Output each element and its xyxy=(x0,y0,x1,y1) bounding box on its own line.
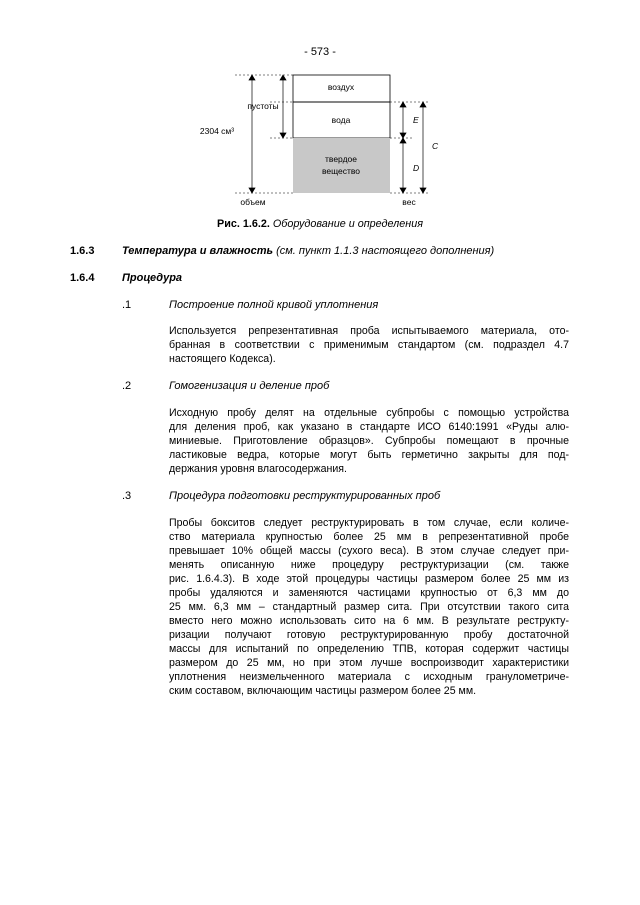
c-label: C xyxy=(432,141,439,151)
item-1-number: .1 xyxy=(122,299,132,311)
paragraph-line: ство материала крупностью более 25 мм в репрезентативной пробе xyxy=(169,531,569,543)
solid-label-line2: вещество xyxy=(321,166,361,176)
section-163-note: (см. пункт 1.1.3 настоящего дополнения) xyxy=(276,245,495,257)
item-3-number: .3 xyxy=(122,490,132,502)
d-label: D xyxy=(413,163,420,173)
caption-text: Оборудование и определения xyxy=(272,218,423,230)
e-label: E xyxy=(413,115,419,125)
total-volume-label: 2304 см³ xyxy=(199,126,235,136)
section-164-number: 1.6.4 xyxy=(70,272,95,284)
caption-number: Рис. 1.6.2. xyxy=(217,218,270,230)
item-3-paragraph xyxy=(169,516,569,698)
item-3-title: Процедура подготовки реструктурированных проб xyxy=(169,490,441,502)
paragraph-line: превышает 10% общей массы (сухого веса). В этом случае следует при- xyxy=(169,545,569,557)
paragraph-line: миниевые. Приготовление образцов». Субпробы помещают в прочные xyxy=(169,435,569,447)
item-2-paragraph xyxy=(169,406,569,476)
paragraph-line: размером до 25 мм, но при этом лучше воспроизводит характеристики xyxy=(169,657,569,669)
section-163-number: 1.6.3 xyxy=(70,245,95,257)
voids-label: пустоты xyxy=(247,101,279,111)
paragraph-line: менять описанную ниже процедуру реструктуризации (см. также xyxy=(169,559,569,571)
water-label: вода xyxy=(331,115,351,125)
paragraph-line: ским составом, включающим частицы размером более 25 мм. xyxy=(169,685,477,697)
weight-label: вес xyxy=(402,197,416,207)
page-number: - 573 - xyxy=(304,46,336,58)
paragraph-line: держания уровня влагосодержания. xyxy=(169,463,347,475)
figure-caption xyxy=(0,218,640,230)
paragraph-line: ластиковые ведра, которые могут быть герметично закрыты для под- xyxy=(169,449,569,461)
paragraph-line: бранная в соответствии с применимым стандартом (см. подраздел 4.7 xyxy=(169,339,569,351)
paragraph-line: для деления проб, как указано в стандарте ИСО 6140:1991 «Руды алю- xyxy=(169,421,569,433)
item-2-number: .2 xyxy=(122,380,132,392)
paragraph-line: рис. 1.6.4.3). В ходе этой процедуры частицы размером более 25 мм из xyxy=(169,573,569,585)
air-label: воздух xyxy=(327,82,355,92)
paragraph-line: Исходную пробу делят на отдельные субпробы с помощью устройства xyxy=(169,407,569,419)
paragraph-line: пробы удаляются и заменяются частицами крупностью от 6,3 мм до xyxy=(169,587,569,599)
paragraph-line: Используется репрезентативная проба испытываемого материала, ото- xyxy=(169,325,569,337)
section-163-title xyxy=(122,245,494,257)
paragraph-line: ризации получают готовую реструктурированную пробу достаточной xyxy=(169,629,569,641)
paragraph-line: массы для испытаний по определению ТПВ, которая содержит частицы xyxy=(169,643,569,655)
section-164-title: Процедура xyxy=(122,272,183,284)
item-2-title: Гомогенизация и деление проб xyxy=(169,380,330,392)
item-1-title: Построение полной кривой уплотнения xyxy=(169,299,379,311)
paragraph-line: уплотнения неизмельченного материала с исходным гранулометриче- xyxy=(169,671,569,683)
paragraph-line: Пробы бокситов следует реструктурировать в том случае, если количе- xyxy=(169,517,569,529)
paragraph-line: вместо него можно использовать сито на 6 мм. В результате реструкту- xyxy=(169,615,569,627)
volume-label: объем xyxy=(240,197,266,207)
paragraph-line: настоящего Кодекса). xyxy=(169,353,276,365)
paragraph-line: 25 мм. 6,3 мм – стандартный размер сита. При отсутствии такого сита xyxy=(169,601,569,613)
solid-label-line1: твердое xyxy=(325,154,357,164)
section-163-title-text: Температура и влажность xyxy=(122,245,274,257)
phase-diagram xyxy=(190,68,460,208)
item-1-paragraph xyxy=(169,324,569,366)
